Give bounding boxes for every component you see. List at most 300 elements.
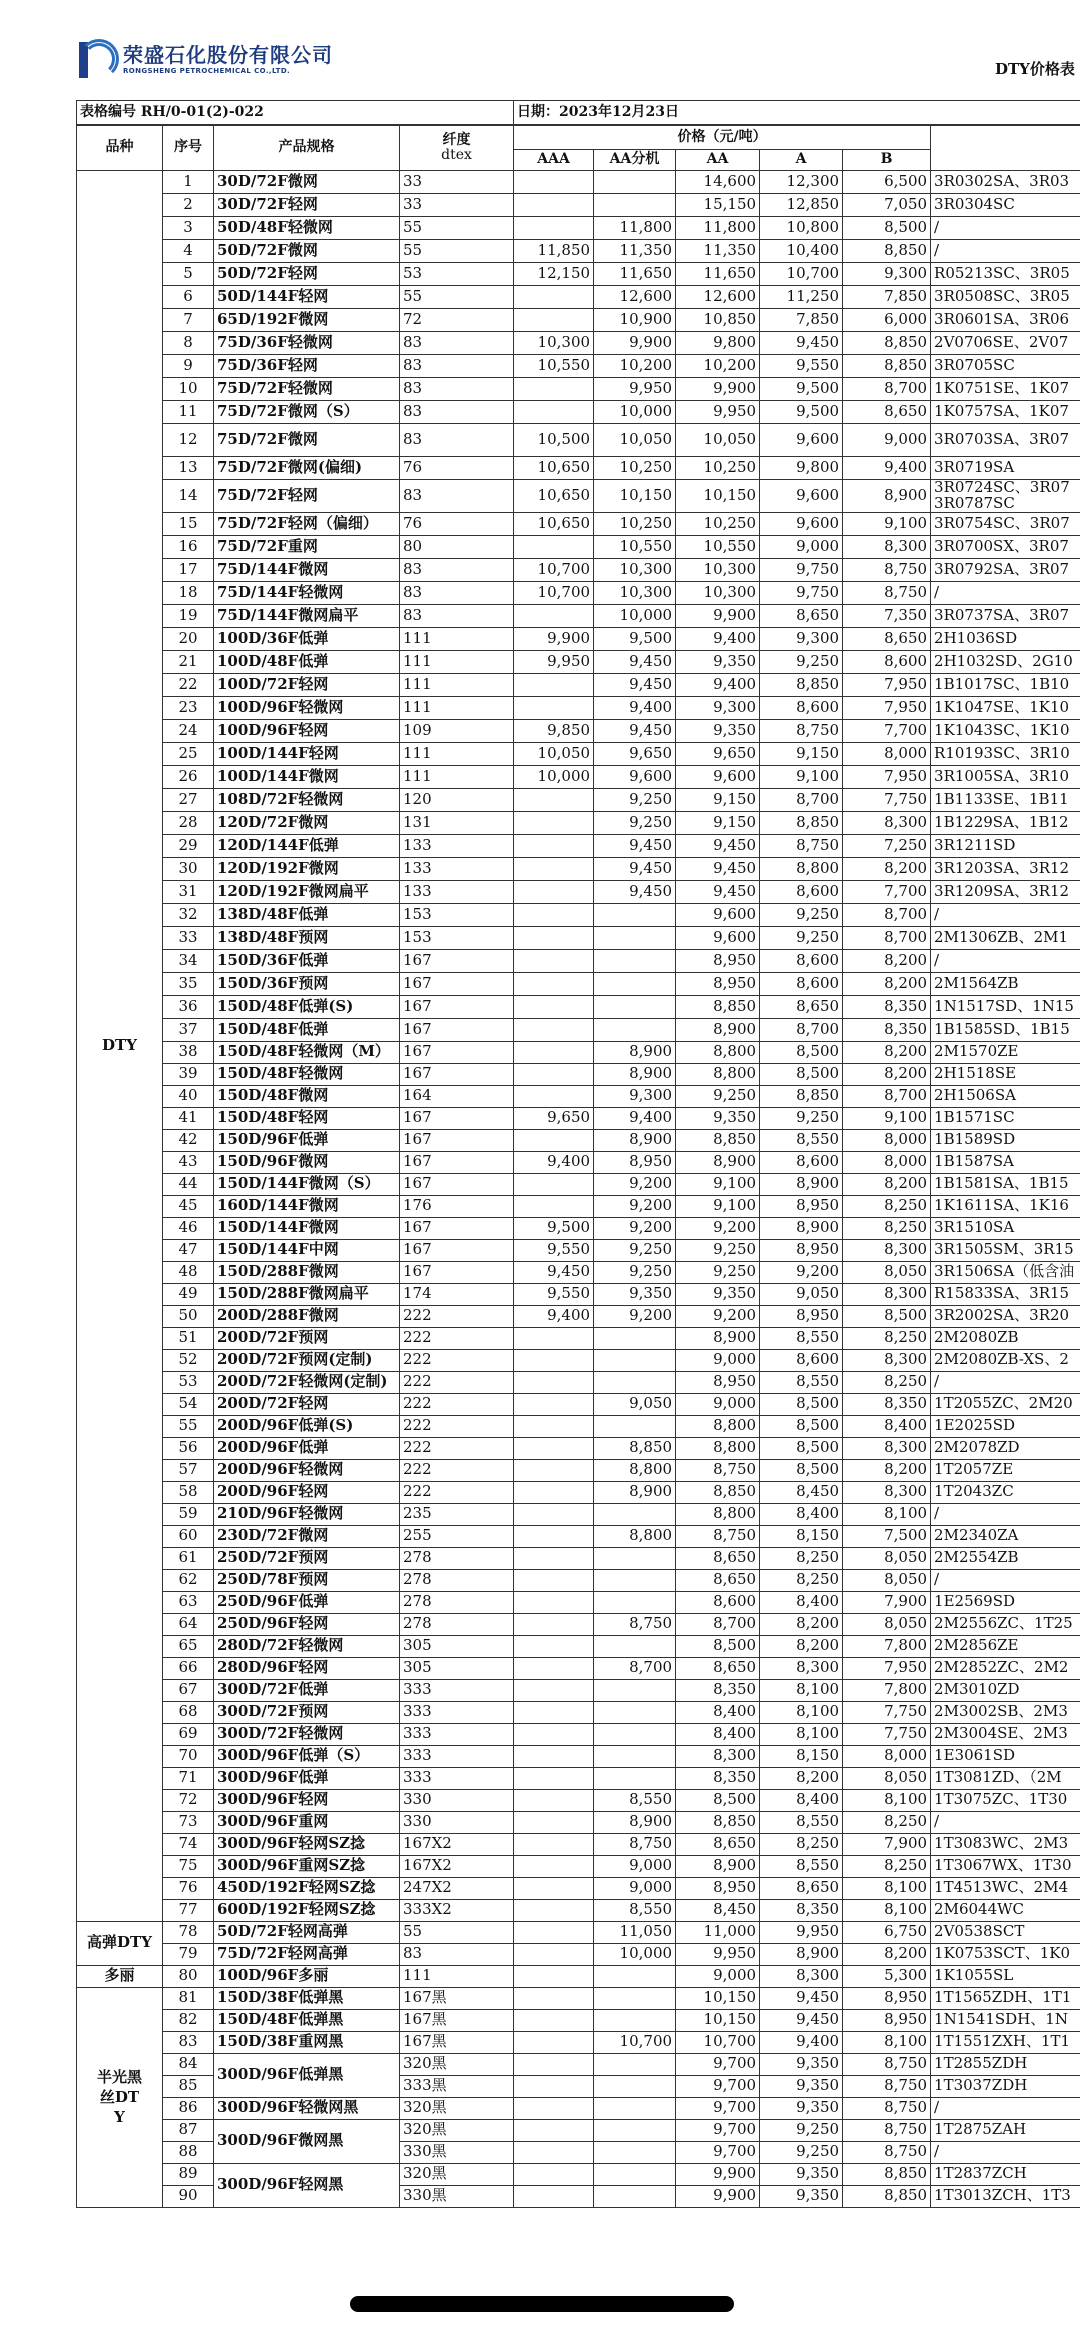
seq-cell: 85 [163, 2075, 214, 2097]
seq-cell: 47 [163, 1239, 214, 1261]
remark-cell [931, 377, 1080, 400]
remark-line: 3R0705SC [934, 355, 1015, 374]
price-aa-cell: 9,350 [676, 650, 760, 673]
spec-cell: 450D/192F轻网SZ捻 [214, 1877, 400, 1899]
price-b-cell: 8,950 [843, 2009, 931, 2031]
dtex-cell: 76 [400, 456, 514, 479]
remark-cell [931, 512, 1080, 535]
col-aaa: AAA [514, 149, 594, 170]
remark-cell [931, 2163, 1080, 2185]
spec-cell: 75D/36F轻网 [214, 354, 400, 377]
price-b-cell: 6,750 [843, 1921, 931, 1943]
remark-line: 2M2080ZB [934, 1328, 1019, 1347]
remark-line: 1K0751SE、1K07 [934, 378, 1070, 397]
price-a-cell: 8,600 [760, 1349, 843, 1371]
remark-line: 3R1203SA、3R12 [934, 858, 1070, 877]
remark-line: 2M1570ZE [934, 1042, 1019, 1061]
price-aaa-cell: 9,500 [514, 1217, 594, 1239]
remark-cell [931, 1503, 1080, 1525]
dtex-cell: 333黑 [400, 2075, 514, 2097]
price-aaa-cell: 9,650 [514, 1107, 594, 1129]
price-aa-split-cell [594, 1327, 676, 1349]
dtex-cell: 222 [400, 1481, 514, 1503]
remark-cell [931, 1195, 1080, 1217]
dtex-cell: 330黑 [400, 2185, 514, 2207]
seq-cell: 30 [163, 857, 214, 880]
spec-cell: 300D/96F轻网黑 [214, 2163, 400, 2207]
dtex-cell: 320黑 [400, 2119, 514, 2141]
price-b-cell: 8,200 [843, 1063, 931, 1085]
table-row [77, 1129, 1080, 1151]
price-aa-cell: 8,850 [676, 1481, 760, 1503]
price-aa-split-cell: 10,250 [594, 456, 676, 479]
price-aaa-cell [514, 1855, 594, 1877]
remark-cell [931, 765, 1080, 788]
price-a-cell: 9,450 [760, 331, 843, 354]
dtex-cell: 111 [400, 696, 514, 719]
price-a-cell: 9,600 [760, 423, 843, 456]
seq-cell: 36 [163, 995, 214, 1018]
remark-line: 1N1541SDH、1N [934, 2010, 1068, 2029]
seq-cell: 82 [163, 2009, 214, 2031]
price-b-cell: 8,350 [843, 995, 931, 1018]
seq-cell: 56 [163, 1437, 214, 1459]
price-aa-split-cell: 8,550 [594, 1899, 676, 1921]
spec-cell: 150D/48F轻微网 [214, 1063, 400, 1085]
price-b-cell: 8,100 [843, 1877, 931, 1899]
seq-cell: 41 [163, 1107, 214, 1129]
remark-line: / [934, 240, 940, 259]
price-a-cell: 8,600 [760, 1151, 843, 1173]
price-a-cell: 9,250 [760, 650, 843, 673]
spec-cell: 120D/144F低弹 [214, 834, 400, 857]
table-row [77, 1833, 1080, 1855]
price-a-cell: 9,200 [760, 1261, 843, 1283]
price-b-cell: 8,300 [843, 1239, 931, 1261]
table-row [77, 1811, 1080, 1833]
home-indicator[interactable] [350, 2296, 734, 2312]
seq-cell: 48 [163, 1261, 214, 1283]
remark-line: 3R1505SM、3R15 [934, 1240, 1074, 1259]
price-aa-cell: 9,000 [676, 1349, 760, 1371]
price-a-cell: 9,250 [760, 903, 843, 926]
price-b-cell: 8,750 [843, 2075, 931, 2097]
remark-line: 3R0792SA、3R07 [934, 559, 1070, 578]
table-row [77, 354, 1080, 377]
price-aa-cell: 9,650 [676, 742, 760, 765]
price-a-cell: 8,100 [760, 1701, 843, 1723]
remark-line: 3R2002SA、3R20 [934, 1306, 1070, 1325]
seq-cell: 37 [163, 1018, 214, 1041]
price-b-cell: 9,000 [843, 423, 931, 456]
price-b-cell: 8,300 [843, 1481, 931, 1503]
price-aa-cell: 9,250 [676, 1085, 760, 1107]
remark-cell [931, 193, 1080, 216]
price-aa-cell: 9,700 [676, 2075, 760, 2097]
table-row [77, 1085, 1080, 1107]
price-a-cell: 8,300 [760, 1965, 843, 1987]
table-row [77, 262, 1080, 285]
price-aa-split-cell: 11,650 [594, 262, 676, 285]
dtex-cell: 167 [400, 1063, 514, 1085]
price-a-cell: 8,550 [760, 1327, 843, 1349]
remark-cell [931, 811, 1080, 834]
price-a-cell: 8,550 [760, 1371, 843, 1393]
price-b-cell: 7,750 [843, 1723, 931, 1745]
price-b-cell: 8,100 [843, 2031, 931, 2053]
price-aaa-cell [514, 811, 594, 834]
remark-cell [931, 354, 1080, 377]
remark-cell [931, 1855, 1080, 1877]
remark-cell [931, 1085, 1080, 1107]
seq-cell: 12 [163, 423, 214, 456]
price-a-cell: 8,150 [760, 1745, 843, 1767]
remark-cell [931, 1789, 1080, 1811]
price-aa-split-cell: 9,900 [594, 331, 676, 354]
price-a-cell: 9,350 [760, 2185, 843, 2207]
remark-line: 1B1229SA、1B12 [934, 812, 1069, 831]
dtex-cell: 33 [400, 193, 514, 216]
price-b-cell: 8,750 [843, 2097, 931, 2119]
price-b-cell: 8,300 [843, 535, 931, 558]
col-aa-split: AA分机 [594, 149, 676, 170]
document-title: DTY价格表 [995, 60, 1075, 78]
price-aaa-cell: 10,650 [514, 479, 594, 512]
dtex-cell: 333 [400, 1701, 514, 1723]
seq-cell: 89 [163, 2163, 214, 2185]
seq-cell: 75 [163, 1855, 214, 1877]
table-row [77, 170, 1080, 193]
table-row [77, 512, 1080, 535]
table-row [77, 2031, 1080, 2053]
remark-line: R05213SC、3R05 [934, 263, 1070, 282]
price-aa-split-cell [594, 170, 676, 193]
dtex-cell: 55 [400, 239, 514, 262]
price-aa-cell: 9,950 [676, 1943, 760, 1965]
remark-cell [931, 1063, 1080, 1085]
price-aaa-cell [514, 2075, 594, 2097]
remark-line: 2H1036SD [934, 628, 1018, 647]
price-aa-split-cell: 10,050 [594, 423, 676, 456]
price-aa-split-cell [594, 2119, 676, 2141]
remark-cell [931, 834, 1080, 857]
spec-cell: 150D/48F低弹 [214, 1018, 400, 1041]
remark-cell [931, 650, 1080, 673]
price-aa-cell: 10,150 [676, 2009, 760, 2031]
price-b-cell: 8,650 [843, 627, 931, 650]
price-a-cell: 8,850 [760, 1085, 843, 1107]
price-aa-split-cell [594, 1701, 676, 1723]
price-aa-cell: 14,600 [676, 170, 760, 193]
dtex-cell: 167 [400, 1261, 514, 1283]
remark-cell [931, 581, 1080, 604]
dtex-cell: 131 [400, 811, 514, 834]
table-row [77, 479, 1080, 512]
seq-cell: 50 [163, 1305, 214, 1327]
dtex-cell: 167 [400, 1041, 514, 1063]
price-a-cell: 9,550 [760, 354, 843, 377]
table-row [77, 331, 1080, 354]
remark-line: / [934, 1812, 940, 1831]
price-aa-cell: 8,300 [676, 1745, 760, 1767]
price-aa-split-cell: 9,450 [594, 834, 676, 857]
table-row [77, 581, 1080, 604]
price-aaa-cell [514, 1481, 594, 1503]
seq-cell: 7 [163, 308, 214, 331]
price-aa-cell: 8,850 [676, 1129, 760, 1151]
table-row [77, 1041, 1080, 1063]
table-row [77, 788, 1080, 811]
remark-cell [931, 479, 1080, 512]
spec-cell: 250D/72F预网 [214, 1547, 400, 1569]
price-aaa-cell [514, 535, 594, 558]
price-aaa-cell [514, 1943, 594, 1965]
seq-cell: 45 [163, 1195, 214, 1217]
remark-cell [931, 170, 1080, 193]
seq-cell: 39 [163, 1063, 214, 1085]
price-a-cell: 9,600 [760, 512, 843, 535]
seq-cell: 61 [163, 1547, 214, 1569]
dtex-cell: 305 [400, 1635, 514, 1657]
price-a-cell: 8,100 [760, 1723, 843, 1745]
price-b-cell: 8,200 [843, 972, 931, 995]
price-b-cell: 8,750 [843, 558, 931, 581]
price-aaa-cell: 9,950 [514, 650, 594, 673]
price-aa-cell: 8,700 [676, 1613, 760, 1635]
seq-cell: 70 [163, 1745, 214, 1767]
table-row [77, 1195, 1080, 1217]
price-aaa-cell [514, 1085, 594, 1107]
dtex-cell: 83 [400, 479, 514, 512]
remark-line: 3R0304SC [934, 194, 1015, 213]
price-aa-split-cell: 9,200 [594, 1195, 676, 1217]
price-aaa-cell [514, 1503, 594, 1525]
price-aaa-cell [514, 1745, 594, 1767]
remark-line: 1B1017SC、1B10 [934, 674, 1070, 693]
price-aa-split-cell: 9,050 [594, 1393, 676, 1415]
dtex-cell: 278 [400, 1569, 514, 1591]
price-aa-cell: 9,150 [676, 788, 760, 811]
price-aaa-cell [514, 1987, 594, 2009]
price-b-cell: 8,750 [843, 2119, 931, 2141]
dtex-cell: 167X2 [400, 1855, 514, 1877]
price-aaa-cell [514, 1877, 594, 1899]
remark-cell [931, 1613, 1080, 1635]
price-aa-cell: 8,800 [676, 1437, 760, 1459]
remark-line: / [934, 1570, 940, 1589]
dtex-cell: 111 [400, 1965, 514, 1987]
price-b-cell: 8,400 [843, 1415, 931, 1437]
price-aaa-cell: 10,050 [514, 742, 594, 765]
seq-cell: 57 [163, 1459, 214, 1481]
remark-line: 3R0508SC、3R05 [934, 286, 1070, 305]
price-a-cell: 9,450 [760, 2009, 843, 2031]
remark-line: 2M3010ZD [934, 1680, 1020, 1699]
price-aaa-cell [514, 170, 594, 193]
dtex-cell: 235 [400, 1503, 514, 1525]
price-b-cell: 7,900 [843, 1591, 931, 1613]
spec-cell: 200D/96F低弹 [214, 1437, 400, 1459]
spec-cell: 150D/48F轻网 [214, 1107, 400, 1129]
price-aa-split-cell: 9,000 [594, 1877, 676, 1899]
seq-cell: 52 [163, 1349, 214, 1371]
dtex-cell: 55 [400, 285, 514, 308]
price-aaa-cell: 12,150 [514, 262, 594, 285]
remark-cell [931, 423, 1080, 456]
price-aa-split-cell: 9,250 [594, 788, 676, 811]
dtex-cell: 120 [400, 788, 514, 811]
seq-cell: 27 [163, 788, 214, 811]
price-a-cell: 9,350 [760, 2097, 843, 2119]
price-aa-cell: 8,450 [676, 1899, 760, 1921]
remark-cell [931, 1459, 1080, 1481]
spec-cell: 50D/48F轻微网 [214, 216, 400, 239]
price-date: 日期：2023年12月23日 [514, 101, 1080, 126]
spec-cell: 75D/72F微网(偏细) [214, 456, 400, 479]
remark-line: 1T3083WC、2M3 [934, 1834, 1069, 1853]
table-row [77, 2053, 1080, 2075]
spec-cell: 150D/144F微网（S） [214, 1173, 400, 1195]
spec-cell: 250D/96F轻网 [214, 1613, 400, 1635]
table-row [77, 2119, 1080, 2141]
remark-cell [931, 400, 1080, 423]
spec-cell: 100D/36F低弹 [214, 627, 400, 650]
spec-cell: 200D/96F轻网 [214, 1481, 400, 1503]
remark-cell [931, 604, 1080, 627]
table-row [77, 456, 1080, 479]
spec-cell: 75D/72F轻微网 [214, 377, 400, 400]
price-aa-split-cell: 9,450 [594, 719, 676, 742]
dtex-cell: 109 [400, 719, 514, 742]
remark-cell [931, 558, 1080, 581]
price-a-cell: 8,200 [760, 1767, 843, 1789]
dtex-cell: 305 [400, 1657, 514, 1679]
price-b-cell: 7,500 [843, 1525, 931, 1547]
spec-cell: 250D/96F低弹 [214, 1591, 400, 1613]
price-a-cell: 8,500 [760, 1063, 843, 1085]
dtex-cell: 176 [400, 1195, 514, 1217]
dtex-cell: 167 [400, 1018, 514, 1041]
price-a-cell: 8,850 [760, 811, 843, 834]
price-b-cell: 8,200 [843, 1041, 931, 1063]
price-aa-cell: 9,000 [676, 1393, 760, 1415]
remark-line: 1T2055ZC、2M20 [934, 1394, 1073, 1413]
price-aa-split-cell [594, 1679, 676, 1701]
col-dtex [400, 125, 514, 170]
price-b-cell: 9,100 [843, 1107, 931, 1129]
price-aa-cell: 9,600 [676, 765, 760, 788]
seq-cell: 33 [163, 926, 214, 949]
seq-cell: 40 [163, 1085, 214, 1107]
price-aaa-cell [514, 1701, 594, 1723]
price-table-wrapper [76, 100, 1080, 2208]
price-b-cell: 8,850 [843, 2185, 931, 2207]
remark-cell [931, 949, 1080, 972]
price-aa-cell: 9,450 [676, 880, 760, 903]
col-remark [931, 125, 1080, 170]
dtex-cell: 133 [400, 834, 514, 857]
dtex-cell: 153 [400, 903, 514, 926]
spec-cell: 300D/96F微网黑 [214, 2119, 400, 2163]
price-aa-split-cell [594, 2009, 676, 2031]
price-b-cell: 8,700 [843, 1085, 931, 1107]
price-aa-cell: 9,400 [676, 673, 760, 696]
price-a-cell: 8,600 [760, 972, 843, 995]
dtex-cell: 111 [400, 627, 514, 650]
price-b-cell: 8,000 [843, 1745, 931, 1767]
dtex-cell: 167 [400, 1173, 514, 1195]
price-a-cell: 9,500 [760, 400, 843, 423]
remark-line: 3R0601SA、3R06 [934, 309, 1070, 328]
spec-cell: 200D/96F轻微网 [214, 1459, 400, 1481]
table-row [77, 1679, 1080, 1701]
price-aa-cell: 9,000 [676, 1965, 760, 1987]
remark-line: 3R0737SA、3R07 [934, 605, 1070, 624]
price-aa-cell: 9,250 [676, 1239, 760, 1261]
price-b-cell: 8,200 [843, 949, 931, 972]
remark-line: 1E2569SD [934, 1592, 1016, 1611]
price-aa-split-cell: 9,950 [594, 377, 676, 400]
price-b-cell: 8,250 [843, 1217, 931, 1239]
price-b-cell: 8,000 [843, 1129, 931, 1151]
table-row [77, 193, 1080, 216]
price-b-cell: 8,100 [843, 1789, 931, 1811]
price-aaa-cell [514, 995, 594, 1018]
remark-cell [931, 308, 1080, 331]
price-aa-split-cell [594, 1547, 676, 1569]
price-aa-split-cell [594, 1987, 676, 2009]
remark-line: 1B1133SE、1B11 [934, 789, 1069, 808]
table-row [77, 949, 1080, 972]
price-b-cell: 8,050 [843, 1569, 931, 1591]
seq-cell: 73 [163, 1811, 214, 1833]
price-aaa-cell: 10,500 [514, 423, 594, 456]
price-aa-cell: 10,150 [676, 1987, 760, 2009]
price-aa-split-cell: 8,800 [594, 1459, 676, 1481]
seq-cell: 18 [163, 581, 214, 604]
dtex-cell: 83 [400, 604, 514, 627]
price-a-cell: 9,350 [760, 2053, 843, 2075]
price-aa-split-cell: 10,900 [594, 308, 676, 331]
spec-cell: 150D/38F低弹黑 [214, 1987, 400, 2009]
spec-cell: 300D/72F预网 [214, 1701, 400, 1723]
price-aa-split-cell [594, 193, 676, 216]
price-aa-split-cell: 9,450 [594, 650, 676, 673]
table-row [77, 650, 1080, 673]
price-aaa-cell [514, 1679, 594, 1701]
price-table [76, 100, 1080, 2208]
remark-line: 3R0754SC、3R07 [934, 513, 1070, 532]
dtex-cell: 83 [400, 331, 514, 354]
remark-cell [931, 1635, 1080, 1657]
price-a-cell: 9,300 [760, 627, 843, 650]
table-row [77, 1987, 1080, 2009]
price-aa-cell: 8,600 [676, 1591, 760, 1613]
price-aaa-cell [514, 1569, 594, 1591]
seq-cell: 13 [163, 456, 214, 479]
dtex-cell: 167 [400, 1107, 514, 1129]
spec-cell: 120D/192F微网扁平 [214, 880, 400, 903]
price-a-cell: 8,250 [760, 1569, 843, 1591]
price-b-cell: 8,250 [843, 1811, 931, 1833]
seq-cell: 81 [163, 1987, 214, 2009]
price-aa-cell: 8,650 [676, 1547, 760, 1569]
price-aa-split-cell [594, 1018, 676, 1041]
table-row [77, 1481, 1080, 1503]
price-aaa-cell: 9,900 [514, 627, 594, 650]
price-a-cell: 10,700 [760, 262, 843, 285]
price-b-cell: 9,100 [843, 512, 931, 535]
